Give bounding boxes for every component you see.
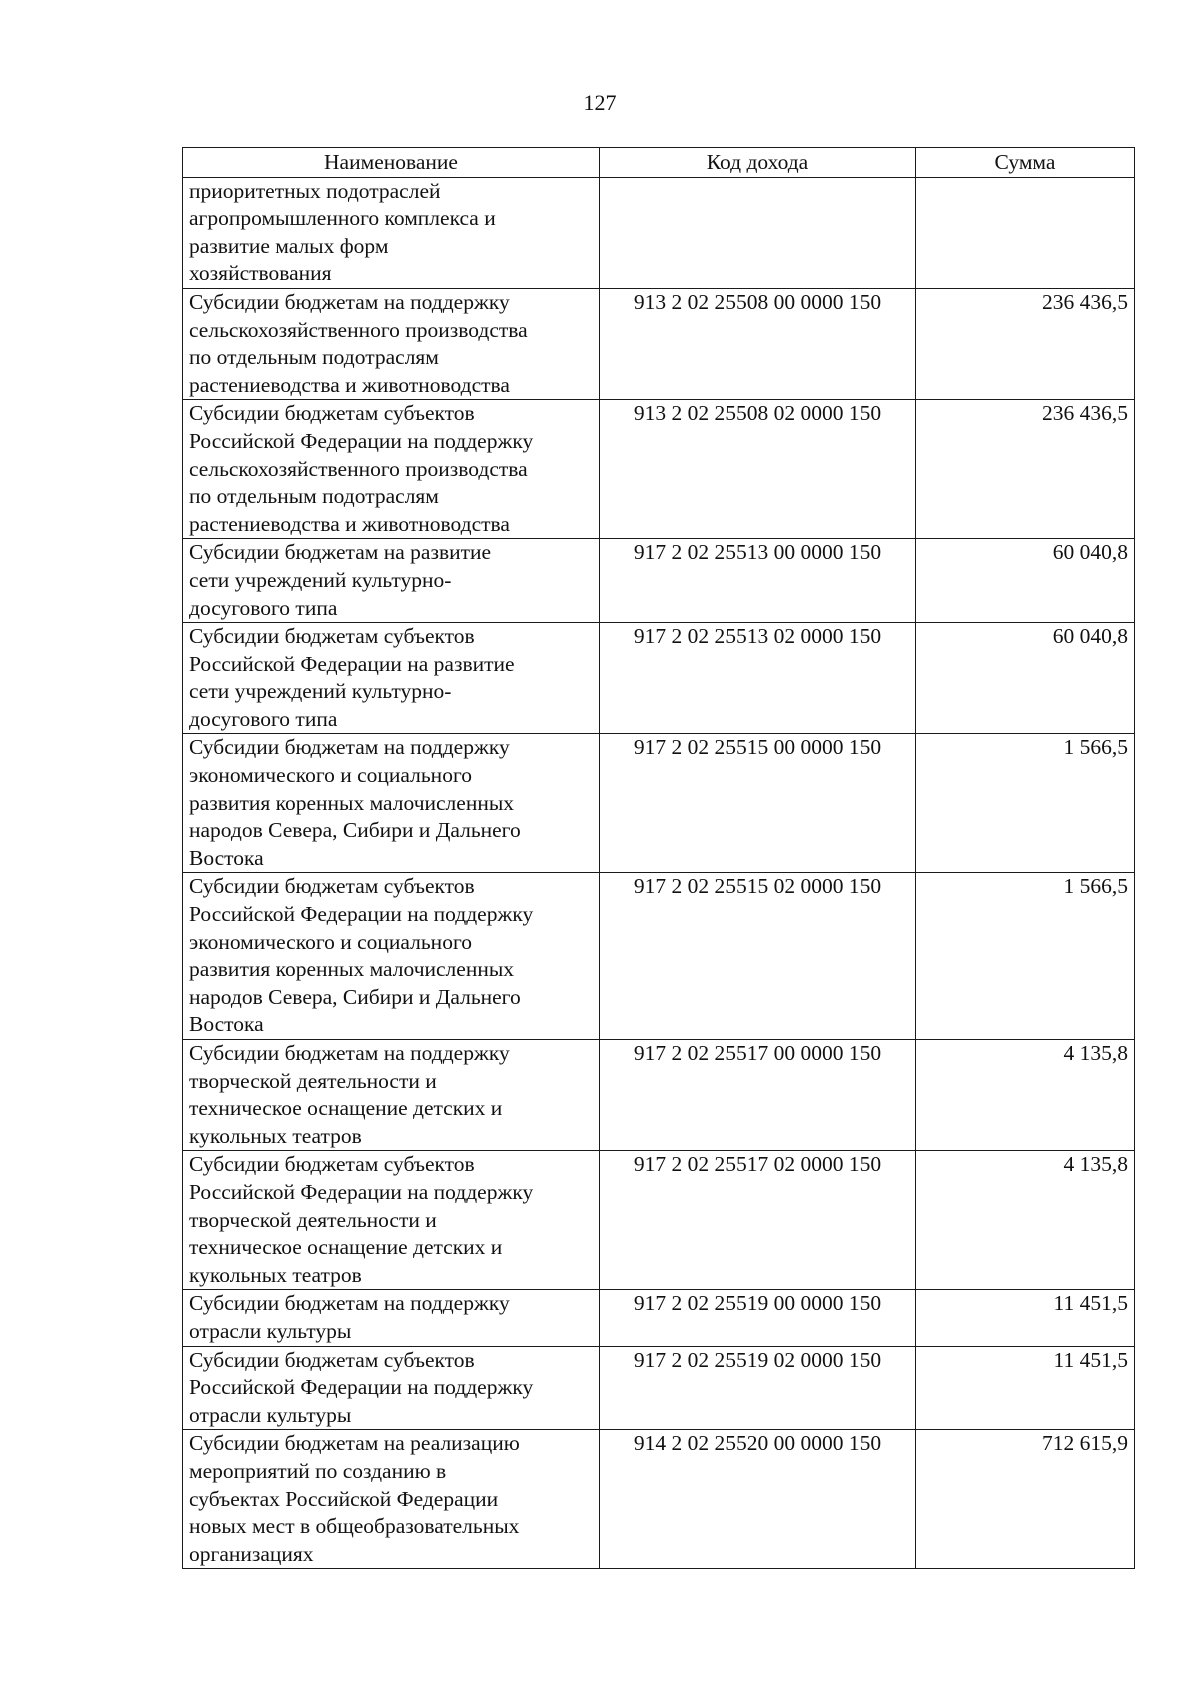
row-code-cell: 917 2 02 25517 00 0000 150: [600, 1040, 916, 1151]
name-line: организациях: [189, 1541, 314, 1566]
name-line: Российской Федерации на развитие: [189, 651, 515, 676]
name-line: Субсидии бюджетам на развитие: [189, 540, 492, 565]
name-line: Субсидии бюджетам на поддержку: [189, 735, 510, 760]
row-name-cell: [183, 539, 600, 623]
table-row: [183, 400, 1135, 539]
name-line: Субсидии бюджетам субъектов: [189, 624, 475, 649]
row-code-cell: 913 2 02 25508 00 0000 150: [600, 288, 916, 399]
name-line: Российской Федерации на поддержку: [189, 1375, 534, 1400]
name-line: народов Севера, Сибири и Дальнего: [189, 984, 521, 1009]
name-line: по отдельным подотраслям: [189, 345, 439, 370]
row-name-cell: [183, 288, 600, 399]
name-line: Субсидии бюджетам субъектов: [189, 1347, 475, 1372]
row-sum-cell: 1 566,5: [916, 873, 1135, 1040]
row-sum-cell: 60 040,8: [916, 539, 1135, 623]
table-row: [183, 288, 1135, 399]
name-line: приоритетных подотраслей: [189, 178, 441, 203]
name-line: творческой деятельности и: [189, 1207, 437, 1232]
name-line: развития коренных малочисленных: [189, 790, 515, 815]
table-row: [183, 873, 1135, 1040]
name-line: Российской Федерации на поддержку: [189, 1179, 534, 1204]
table-row: [183, 539, 1135, 623]
name-line: кукольных театров: [189, 1123, 362, 1148]
name-line: Субсидии бюджетам на поддержку: [189, 1041, 510, 1065]
row-sum-cell: 236 436,5: [916, 400, 1135, 539]
name-line: по отдельным подотраслям: [189, 484, 439, 509]
name-line: Субсидии бюджетам на реализацию: [189, 1431, 520, 1456]
name-line: Субсидии бюджетам на поддержку: [189, 1291, 510, 1316]
name-line: отрасли культуры: [189, 1318, 352, 1343]
name-line: Субсидии бюджетам субъектов: [189, 1152, 475, 1177]
name-line: растениеводства и животноводства: [189, 511, 510, 536]
name-line: развитие малых форм: [189, 233, 389, 258]
table-row: [183, 1430, 1135, 1569]
row-name-cell: [183, 177, 600, 288]
name-line: творческой деятельности и: [189, 1068, 437, 1093]
row-code-cell: 917 2 02 25515 02 0000 150: [600, 873, 916, 1040]
name-line: агропромышленного комплекса и: [189, 206, 496, 231]
name-line: сельскохозяйственного производства: [189, 317, 528, 342]
row-code-cell: 917 2 02 25519 00 0000 150: [600, 1290, 916, 1346]
name-line: хозяйствования: [189, 261, 332, 286]
page-number: 127: [583, 90, 617, 115]
name-line: Востока: [189, 1012, 264, 1037]
name-line: Субсидии бюджетам на поддержку: [189, 289, 510, 314]
table-row: [183, 177, 1135, 288]
table-row: [183, 1290, 1135, 1346]
row-code-cell: 917 2 02 25519 02 0000 150: [600, 1346, 916, 1430]
row-code-cell: [600, 177, 916, 288]
name-line: новых мест в общеобразовательных: [189, 1514, 520, 1539]
name-line: мероприятий по созданию в: [189, 1458, 447, 1483]
row-sum-cell: 11 451,5: [916, 1346, 1135, 1430]
header-code: Код дохода: [600, 148, 916, 178]
row-name-cell: [183, 1290, 600, 1346]
revenue-table: [182, 147, 1135, 1569]
row-sum-cell: 712 615,9: [916, 1430, 1135, 1569]
row-code-cell: 917 2 02 25515 00 0000 150: [600, 734, 916, 873]
name-line: Российской Федерации на поддержку: [189, 902, 534, 927]
row-sum-cell: 11 451,5: [916, 1290, 1135, 1346]
row-sum-cell: 1 566,5: [916, 734, 1135, 873]
row-name-cell: [183, 873, 600, 1040]
row-name-cell: [183, 1346, 600, 1430]
name-line: Субсидии бюджетам субъектов: [189, 401, 475, 426]
table-row: [183, 1151, 1135, 1290]
name-line: отрасли культуры: [189, 1402, 352, 1427]
table-row: [183, 734, 1135, 873]
name-line: народов Севера, Сибири и Дальнего: [189, 818, 521, 843]
row-code-cell: 917 2 02 25513 02 0000 150: [600, 623, 916, 734]
name-line: техническое оснащение детских и: [189, 1096, 503, 1121]
row-name-cell: [183, 1430, 600, 1569]
row-name-cell: [183, 1151, 600, 1290]
row-code-cell: 917 2 02 25513 00 0000 150: [600, 539, 916, 623]
table-body: [183, 177, 1135, 1569]
name-line: Востока: [189, 845, 264, 870]
row-code-cell: 913 2 02 25508 02 0000 150: [600, 400, 916, 539]
row-sum-cell: 60 040,8: [916, 623, 1135, 734]
row-name-cell: [183, 623, 600, 734]
row-sum-cell: 236 436,5: [916, 288, 1135, 399]
name-line: экономического и социального: [189, 763, 472, 788]
row-name-cell: [183, 734, 600, 873]
name-line: Российской Федерации на поддержку: [189, 428, 534, 453]
row-sum-cell: [916, 177, 1135, 288]
row-name-cell: [183, 400, 600, 539]
header-sum: Сумма: [916, 148, 1135, 178]
name-line: сети учреждений культурно-: [189, 567, 452, 592]
header-name: Наименование: [183, 148, 600, 178]
name-line: растениеводства и животноводства: [189, 372, 510, 397]
name-line: сети учреждений культурно-: [189, 679, 452, 704]
name-line: Субсидии бюджетам субъектов: [189, 874, 475, 899]
row-sum-cell: 4 135,8: [916, 1151, 1135, 1290]
name-line: развития коренных малочисленных: [189, 957, 515, 982]
row-name-cell: [183, 1040, 600, 1151]
name-line: досугового типа: [189, 706, 338, 731]
table-row: [183, 1346, 1135, 1430]
name-line: кукольных театров: [189, 1262, 362, 1287]
row-sum-cell: 4 135,8: [916, 1040, 1135, 1151]
table-row: [183, 1040, 1135, 1151]
name-line: техническое оснащение детских и: [189, 1235, 503, 1260]
table-row: [183, 623, 1135, 734]
row-code-cell: 914 2 02 25520 00 0000 150: [600, 1430, 916, 1569]
name-line: экономического и социального: [189, 929, 472, 954]
row-code-cell: 917 2 02 25517 02 0000 150: [600, 1151, 916, 1290]
name-line: сельскохозяйственного производства: [189, 456, 528, 481]
table-header-row: [183, 148, 1135, 178]
name-line: досугового типа: [189, 595, 338, 620]
name-line: субъектах Российской Федерации: [189, 1486, 499, 1511]
